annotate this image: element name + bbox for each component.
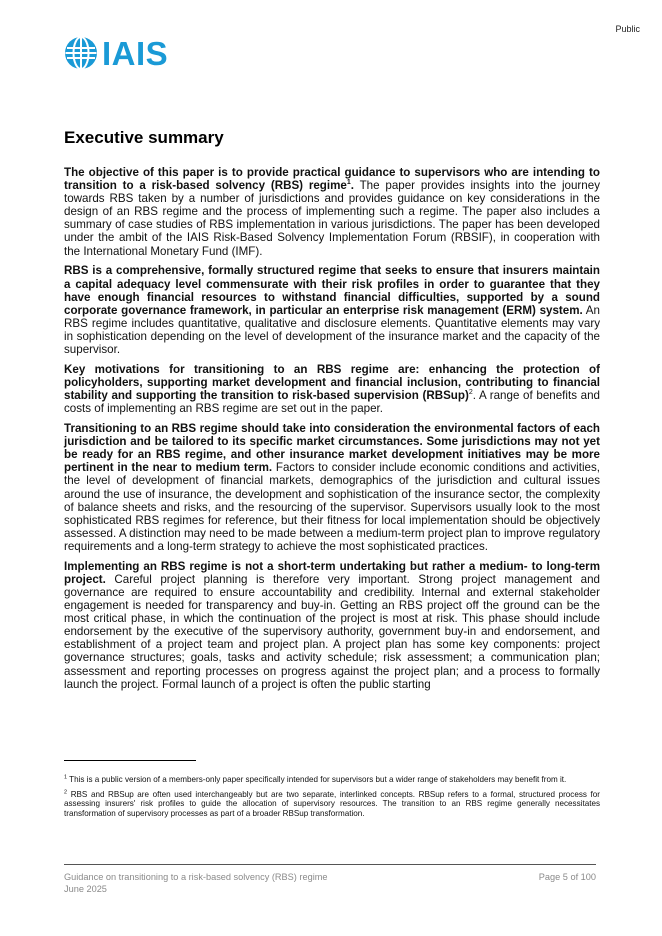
paragraph-objective: The objective of this paper is to provide practical guidance to supervisors who are intending to transition to a risk-based solvency (RBS) regime$^1$. The paper provides insights into the journey towards RBS taken by a number of jurisdictions and provides guidance on key considerations in the design of an RBS regime and the process of implementing such a regime. The paper also includes a summary of case studies of RBS implementation in various jurisdictions. The paper has been developed under the ambit of the IAIS Risk-Based Solvency Implementation Forum (RBSIF), in cooperation with the International Monetary Fund (IMF). [64,166,600,258]
footer-divider [64,864,596,865]
footer-doc-title: Guidance on transitioning to a risk-based solvency (RBS) regime [64,872,328,882]
paragraph-lead: Key motivations for transitioning to an RBS regime are: enhancing the protection of policyholders, supporting market development and financial inclusion, contributing to financial stability and supporting the transition to risk-based supervision (RBSup) [64,362,600,403]
footnotes [64,775,600,823]
paragraph-lead: RBS is a comprehensive, formally structured regime that seeks to ensure that insurers maintain a capital adequacy level commensurate with their risk profiles in order to guarantee that they have enough financial resources to withstand financial difficulties, supported by a sound corporate governance framework, in particular an enterprise risk management (ERM) system. [64,264,600,317]
section-title: Executive summary [64,128,224,147]
paragraph-motivations [64,363,600,415]
iais-logo [64,36,168,70]
paragraph-lead: Transitioning to an RBS regime should take into consideration the environmental factors of each jurisdiction and be tailored to its specific market circumstances. Some jurisdictions may not yet be ready for an RBS regime, and other insurance market development initiatives may be more pertinent in the near to medium term. [64,422,600,475]
document-body [64,166,600,698]
footnote-number: 1 [64,774,68,781]
page-number: Page 5 of 100 [538,872,596,882]
paragraph-text: Careful project planning is therefore very important. Strong project management and governance are required to ensure accountability and credibility. Internal and external stakeholder engagement is needed for transparency and buy-in. Getting an RBS project off the ground can be the most critical phase, in which the continuation of the project is most at risk. This phase should include endorsement by the executive of the supervisory authority, government buy-in and endorsement, and establishment of a project team and project plan. A project plan has some key components: project governance structures; goals, tasks and activity schedule; risk assessment; a communication plan; assessment and reporting processes on progress against the project plan; and a process to formally launch the project. Formal launch of a project is often the public starting [64,572,600,691]
paragraph-definition [64,264,600,356]
footnote-text: This is a public version of a members-only paper specifically intended for supervisors but a wider range of stakeholders may benefit from it. [69,775,567,784]
footnote-number: 2 [64,788,68,795]
logo-text: IAIS [102,34,169,72]
footnote-2 [64,790,600,819]
footnote-text: RBS and RBSup are often used interchangeably but are two separate, interlinked concepts. RBSup refers to a formal, structured process for assessing insurers' risk profiles to guide the allocation of supervisory resources. The transition to an RBS regime generally necessitates transformation of supervisory processes as part of a broader RBSup transformation. [64,789,601,818]
footer-document-info [64,872,328,895]
footnote-ref-2[interactable]: 2 [468,389,473,397]
paragraph-text: Factors to consider include economic conditions and activities, the level of development of financial markets, demographics of the jurisdiction and cultural issues around the use of insurance, the development and sophistication of the insurance sector, the complexity of balance sheets and risks, and the resourcing of the supervisor. Supervisors usually look to the most sophisticated RBS regimes for reference, but their fitness for local implementation should be objectively assessed. A distinction may need to be made between a medium-term project plan to improve regulatory requirements and a long-term strategy to achieve the most sophisticated practices. [64,461,600,553]
classification-label: Public [615,24,640,34]
paragraph-text: An RBS regime includes quantitative, qualitative and disclosure elements. Quantitative elements may vary in sophistication depending on the level of development of the insurance market and the capacity of the supervisor. [64,303,600,357]
paragraph-implementation [64,560,600,691]
paragraph-text: . A range of benefits and costs of implementing an RBS regime are set out in the paper. [64,389,601,416]
paragraph-environment [64,422,600,553]
paragraph-lead: Implementing an RBS regime is not a short-term undertaking but rather a medium- to long-term project. [64,559,600,586]
footnote-1 [64,775,600,785]
footer-date: June 2025 [64,883,107,894]
paragraph-text: The paper provides insights into the journey towards RBS taken by a number of jurisdictions and provides guidance on key considerations in the design of an RBS regime and the process of implementing such a regime. The paper also includes a summary of case studies of RBS implementation in various jurisdictions. The paper has been developed under the ambit of the IAIS Risk-Based Solvency Implementation Forum (RBSIF), in cooperation with the International Monetary Fund (IMF). [64,179,600,258]
footnote-divider [64,760,196,761]
paragraph-lead: The objective of this paper is to provide practical guidance to supervisors who are intending to transition to a risk-based solvency (RBS) regime [64,166,600,193]
footnote-ref-1[interactable]: 1 [346,179,351,187]
globe-icon [64,36,98,70]
